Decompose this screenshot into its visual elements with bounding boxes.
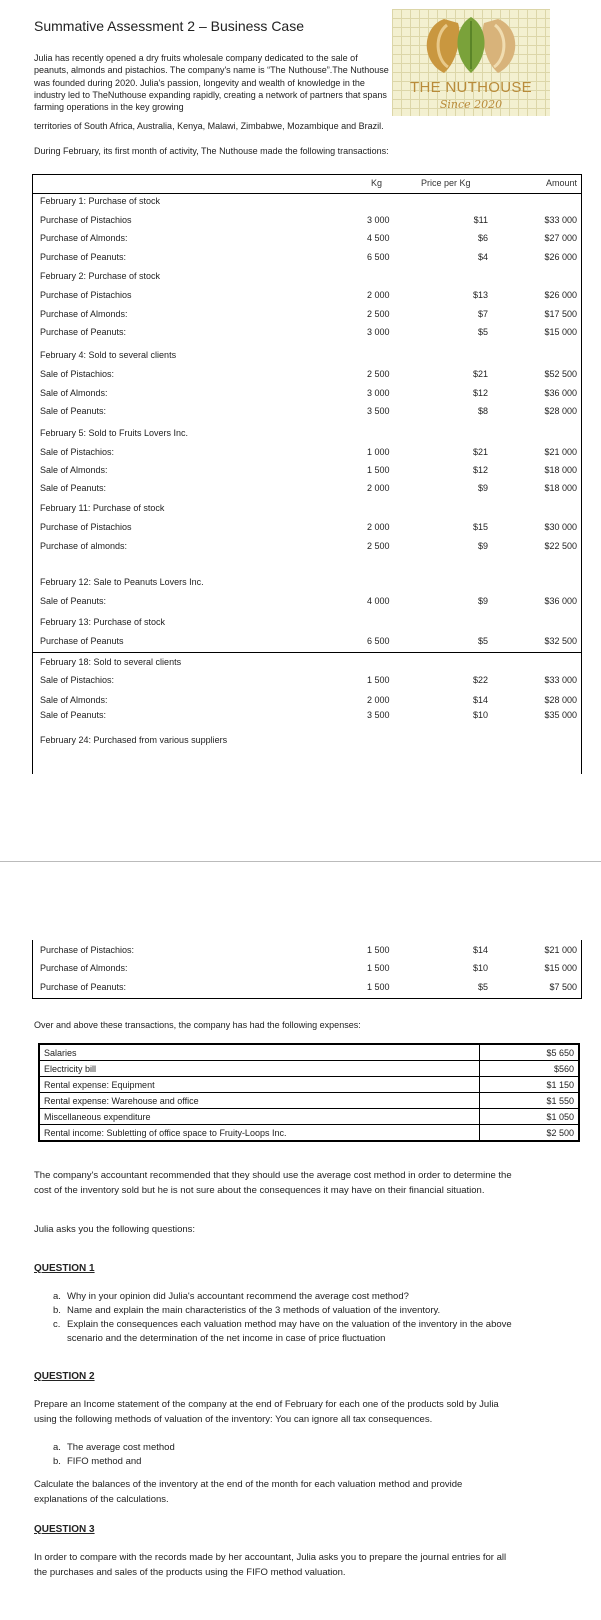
list-marker: c. bbox=[53, 1319, 61, 1330]
list-text: FIFO method and bbox=[67, 1456, 142, 1467]
row-label: February 2: Purchase of stock bbox=[40, 271, 161, 281]
expense-value: $1 150 bbox=[480, 1077, 579, 1093]
row-label: Sale of Almonds: bbox=[40, 388, 108, 398]
table-row bbox=[33, 445, 581, 461]
table-row bbox=[33, 594, 581, 610]
table-row bbox=[33, 194, 581, 210]
transactions-table bbox=[32, 174, 582, 774]
table-row bbox=[33, 575, 581, 591]
table-row bbox=[33, 348, 581, 364]
table-row bbox=[33, 367, 581, 383]
table-row bbox=[33, 693, 581, 709]
julia-asks: Julia asks you the following questions: bbox=[34, 1224, 196, 1235]
row-amount: $30 000 bbox=[544, 522, 577, 532]
row-price: $12 bbox=[472, 388, 488, 398]
row-amount: $18 000 bbox=[544, 483, 577, 493]
row-kg: 2 500 bbox=[367, 309, 390, 319]
row-kg: 3 500 bbox=[367, 710, 390, 720]
row-amount: $36 000 bbox=[544, 596, 577, 606]
row-kg: 1 500 bbox=[367, 465, 390, 475]
expense-row bbox=[40, 1045, 579, 1061]
row-kg: 3 500 bbox=[367, 406, 390, 416]
row-amount: $26 000 bbox=[544, 290, 577, 300]
table-row bbox=[33, 501, 581, 517]
row-amount: $15 000 bbox=[544, 963, 577, 973]
row-amount: $21 000 bbox=[544, 447, 577, 457]
table-header bbox=[33, 175, 581, 194]
row-price: $9 bbox=[477, 483, 488, 493]
question-1-heading: QUESTION 1 bbox=[34, 1263, 95, 1274]
list-item bbox=[53, 1441, 513, 1455]
list-text: Name and explain the main characteristics of the 3 methods of valuation of the inventory. bbox=[67, 1305, 441, 1316]
row-price: $5 bbox=[477, 982, 488, 992]
expense-row bbox=[40, 1061, 579, 1077]
expense-label: Rental expense: Warehouse and office bbox=[40, 1093, 480, 1109]
nuts-leaf-icon bbox=[392, 9, 550, 79]
row-price: $9 bbox=[477, 541, 488, 551]
row-price: $14 bbox=[472, 945, 488, 955]
col-kg: Kg bbox=[371, 178, 383, 188]
list-marker: b. bbox=[53, 1456, 61, 1467]
row-kg: 2 000 bbox=[367, 522, 390, 532]
row-label: February 24: Purchased from various suppliers bbox=[40, 735, 228, 745]
transactions-intro: During February, its first month of activity, The Nuthouse made the following transactions: bbox=[34, 146, 389, 156]
table-row bbox=[33, 520, 581, 536]
row-price: $6 bbox=[477, 233, 488, 243]
list-item bbox=[53, 1318, 513, 1346]
expenses-table bbox=[38, 1043, 580, 1142]
table-row bbox=[33, 404, 581, 420]
row-label: Purchase of Almonds: bbox=[40, 233, 128, 243]
list-text: The average cost method bbox=[67, 1442, 175, 1453]
row-amount: $36 000 bbox=[544, 388, 577, 398]
table-row bbox=[33, 673, 581, 689]
row-price: $21 bbox=[472, 447, 488, 457]
row-kg: 2 000 bbox=[367, 483, 390, 493]
table-row bbox=[33, 231, 581, 247]
row-label: Sale of Peanuts: bbox=[40, 406, 107, 416]
row-label: February 11: Purchase of stock bbox=[40, 503, 165, 513]
expense-label: Electricity bill bbox=[40, 1061, 480, 1077]
row-price: $5 bbox=[477, 327, 488, 337]
expense-value: $560 bbox=[480, 1061, 579, 1077]
row-amount: $52 500 bbox=[544, 369, 577, 379]
table-row bbox=[33, 943, 581, 959]
row-label: Purchase of Peanuts bbox=[40, 636, 124, 646]
row-amount: $33 000 bbox=[544, 675, 577, 685]
nuthouse-logo bbox=[392, 9, 550, 116]
row-kg: 4 500 bbox=[367, 233, 390, 243]
row-kg: 1 500 bbox=[367, 675, 390, 685]
col-amount: Amount bbox=[545, 178, 577, 188]
list-item bbox=[53, 1290, 513, 1304]
question-3-heading: QUESTION 3 bbox=[34, 1524, 95, 1535]
expense-value: $2 500 bbox=[480, 1125, 579, 1141]
row-amount: $7 500 bbox=[549, 982, 577, 992]
list-item bbox=[53, 1455, 513, 1469]
expense-row bbox=[40, 1093, 579, 1109]
table-row bbox=[33, 539, 581, 555]
list-text: Explain the consequences each valuation method may have on the valuation of the inventory in the above scenario and the determination of the net income in case of price fluctuation bbox=[67, 1319, 512, 1344]
row-label: Purchase of Pistachios bbox=[40, 522, 132, 532]
row-label: Sale of Pistachios: bbox=[40, 447, 115, 457]
expense-label: Salaries bbox=[40, 1045, 480, 1061]
logo-name: THE NUTHOUSE bbox=[410, 79, 532, 96]
expense-label: Rental income: Subletting of office space to Fruity-Loops Inc. bbox=[40, 1125, 480, 1141]
row-kg: 1 500 bbox=[367, 963, 390, 973]
table-row bbox=[33, 288, 581, 304]
row-label: Sale of Almonds: bbox=[40, 695, 108, 705]
row-price: $13 bbox=[472, 290, 488, 300]
row-amount: $26 000 bbox=[544, 252, 577, 262]
table-row bbox=[33, 980, 581, 996]
table-row bbox=[33, 250, 581, 266]
question-2-list bbox=[53, 1441, 513, 1469]
question-3-text: In order to compare with the records made by her accountant, Julia asks you to prepare the journal entries for all the purchases and sales of the products using the FIFO method valuation. bbox=[34, 1552, 507, 1578]
row-amount: $28 000 bbox=[544, 406, 577, 416]
list-marker: b. bbox=[53, 1305, 61, 1316]
page-break bbox=[0, 861, 601, 862]
expense-value: $5 650 bbox=[480, 1045, 579, 1061]
row-kg: 3 000 bbox=[367, 215, 390, 225]
row-kg: 2 500 bbox=[367, 541, 390, 551]
col-price: Price per Kg bbox=[421, 178, 471, 188]
expense-value: $1 050 bbox=[480, 1109, 579, 1125]
row-price: $4 bbox=[477, 252, 488, 262]
row-label: Purchase of Pistachios bbox=[40, 215, 132, 225]
row-amount: $27 000 bbox=[544, 233, 577, 243]
row-label: February 13: Purchase of stock bbox=[40, 617, 166, 627]
row-label: Sale of Peanuts: bbox=[40, 596, 107, 606]
expense-value: $1 550 bbox=[480, 1093, 579, 1109]
row-amount: $35 000 bbox=[544, 710, 577, 720]
expense-row bbox=[40, 1125, 579, 1141]
row-kg: 1 000 bbox=[367, 447, 390, 457]
list-marker: a. bbox=[53, 1442, 61, 1453]
row-price: $21 bbox=[472, 369, 488, 379]
intro-paragraph: Julia has recently opened a dry fruits wholesale company dedicated to the sale of peanuts, almonds and pistachios. The company's name is “The Nuthouse”.The Nuthouse was founded during 2020. Julia's passion, longevity and wealth of knowledge in the industry led to TheNuthouse expanding rapidly, creating a network of partners that spans farming operations in the key growing bbox=[34, 53, 389, 113]
row-amount: $18 000 bbox=[544, 465, 577, 475]
row-kg: 3 000 bbox=[367, 327, 390, 337]
row-price: $7 bbox=[477, 309, 488, 319]
page-title: Summative Assessment 2 – Business Case bbox=[34, 18, 305, 34]
table-row bbox=[33, 655, 581, 671]
table-row bbox=[33, 269, 581, 285]
accountant-paragraph: The company's accountant recommended that they should use the average cost method in order to determine the cost of the inventory sold but he is not sure about the consequences it may have on their financial situation. bbox=[34, 1170, 512, 1196]
table-row bbox=[33, 325, 581, 341]
intro-paragraph-cont: territories of South Africa, Australia, Kenya, Malawi, Zimbabwe, Mozambique and Brazil. bbox=[34, 121, 384, 131]
row-amount: $28 000 bbox=[544, 695, 577, 705]
row-price: $14 bbox=[472, 695, 488, 705]
row-price: $15 bbox=[472, 522, 488, 532]
row-price: $12 bbox=[472, 465, 488, 475]
row-amount: $33 000 bbox=[544, 215, 577, 225]
table-row bbox=[33, 463, 581, 479]
row-label: February 18: Sold to several clients bbox=[40, 657, 182, 667]
row-label: Sale of Almonds: bbox=[40, 465, 108, 475]
table-row bbox=[33, 426, 581, 442]
list-marker: a. bbox=[53, 1291, 61, 1302]
table-row bbox=[33, 708, 581, 724]
row-kg: 6 500 bbox=[367, 636, 390, 646]
table-row bbox=[33, 634, 581, 650]
expense-row bbox=[40, 1109, 579, 1125]
row-label: Purchase of Almonds: bbox=[40, 309, 128, 319]
table-row bbox=[33, 307, 581, 323]
list-item bbox=[53, 1304, 513, 1318]
row-kg: 2 000 bbox=[367, 290, 390, 300]
row-label: February 4: Sold to several clients bbox=[40, 350, 177, 360]
row-amount: $22 500 bbox=[544, 541, 577, 551]
question-2-heading: QUESTION 2 bbox=[34, 1371, 95, 1382]
table-row bbox=[33, 961, 581, 977]
row-kg: 6 500 bbox=[367, 252, 390, 262]
row-kg: 3 000 bbox=[367, 388, 390, 398]
row-label: Sale of Pistachios: bbox=[40, 369, 115, 379]
row-price: $10 bbox=[472, 710, 488, 720]
row-amount: $17 500 bbox=[544, 309, 577, 319]
expenses-intro: Over and above these transactions, the company has had the following expenses: bbox=[34, 1020, 361, 1030]
transactions-table-continued bbox=[32, 940, 582, 999]
expense-label: Rental expense: Equipment bbox=[40, 1077, 480, 1093]
row-kg: 2 000 bbox=[367, 695, 390, 705]
row-price: $5 bbox=[477, 636, 488, 646]
row-price: $11 bbox=[473, 215, 488, 225]
row-label: February 1: Purchase of stock bbox=[40, 196, 161, 206]
row-label: February 12: Sale to Peanuts Lovers Inc. bbox=[40, 577, 204, 587]
row-label: Purchase of Almonds: bbox=[40, 963, 128, 973]
row-price: $9 bbox=[477, 596, 488, 606]
row-price: $10 bbox=[472, 963, 488, 973]
row-kg: 4 000 bbox=[367, 596, 390, 606]
row-label: February 5: Sold to Fruits Lovers Inc. bbox=[40, 428, 189, 438]
table-row bbox=[33, 386, 581, 402]
row-kg: 1 500 bbox=[367, 982, 390, 992]
row-label: Purchase of Peanuts: bbox=[40, 327, 127, 337]
row-label: Purchase of almonds: bbox=[40, 541, 128, 551]
row-label: Purchase of Pistachios: bbox=[40, 945, 135, 955]
row-label: Purchase of Peanuts: bbox=[40, 252, 127, 262]
table-row bbox=[33, 733, 581, 749]
question-1-list bbox=[53, 1290, 513, 1346]
row-label: Sale of Pistachios: bbox=[40, 675, 115, 685]
row-price: $8 bbox=[477, 406, 488, 416]
question-2-outro: Calculate the balances of the inventory at the end of the month for each valuation method and provide explanations of the calculations. bbox=[34, 1479, 463, 1505]
row-price: $22 bbox=[472, 675, 488, 685]
row-amount: $32 500 bbox=[544, 636, 577, 646]
table-row bbox=[33, 213, 581, 229]
table-row bbox=[33, 615, 581, 631]
table-row bbox=[33, 481, 581, 497]
row-amount: $15 000 bbox=[544, 327, 577, 337]
expense-row bbox=[40, 1077, 579, 1093]
row-label: Sale of Peanuts: bbox=[40, 710, 107, 720]
row-label: Sale of Peanuts: bbox=[40, 483, 107, 493]
question-2-intro: Prepare an Income statement of the company at the end of February for each one of the products sold by Julia using the following methods of valuation of the inventory: You can ignore all tax consequences. bbox=[34, 1399, 499, 1425]
row-label: Purchase of Pistachios bbox=[40, 290, 132, 300]
row-amount: $21 000 bbox=[544, 945, 577, 955]
row-kg: 1 500 bbox=[367, 945, 390, 955]
row-kg: 2 500 bbox=[367, 369, 390, 379]
row-label: Purchase of Peanuts: bbox=[40, 982, 127, 992]
expense-label: Miscellaneous expenditure bbox=[40, 1109, 480, 1125]
list-text: Why in your opinion did Julia's accountant recommend the average cost method? bbox=[67, 1291, 409, 1302]
logo-tagline: Since 2020 bbox=[439, 98, 503, 111]
